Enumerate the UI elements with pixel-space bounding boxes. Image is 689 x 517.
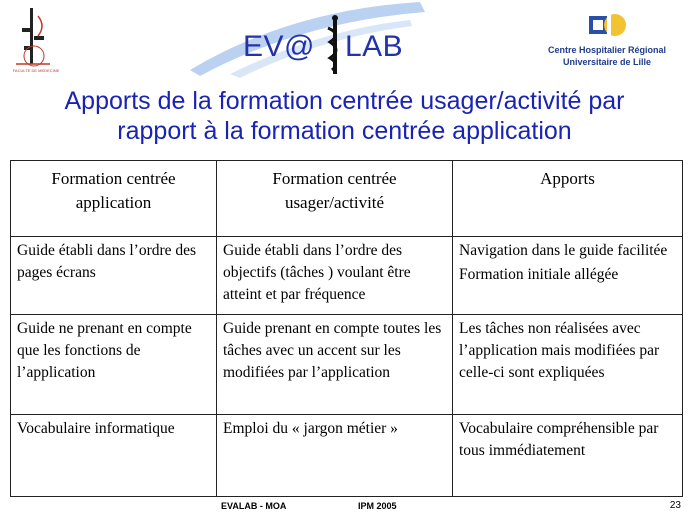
faculty-logo [8, 6, 60, 82]
header-cell-apports: Apports [453, 161, 683, 237]
table-cell: Les tâches non réalisées avec l’application mais modifiées par celle-ci sont expliquées [453, 315, 683, 415]
header-cell-usager: Formation centrée usager/activité [217, 161, 453, 237]
hospital-name [532, 44, 682, 68]
caduceus-icon [322, 14, 348, 76]
table-cell: Vocabulaire informatique [11, 415, 217, 497]
hospital-line-1: Centre Hospitalier Régional [547, 45, 667, 55]
faculty-emblem-icon [8, 6, 60, 68]
table-row [11, 237, 683, 315]
table-cell: Guide établi dans l’ordre des objectifs (tâches ) voulant être atteint et par fréquence [217, 237, 453, 315]
table-row [11, 315, 683, 415]
slide-title [0, 86, 689, 146]
hospital-logo-icon [587, 10, 631, 42]
table-cell: Guide ne prenant en compte que les fonctions de l’application [11, 315, 217, 415]
table-cell: Vocabulaire compréhensible par tous immédiatement [453, 415, 683, 497]
brand-right-text: LAB [344, 30, 404, 63]
title-line-1: Apports de la formation centrée usager/activité par [64, 87, 625, 115]
title-line-2: rapport à la formation centrée application [117, 117, 572, 145]
header-cell-application: Formation centrée application [11, 161, 217, 237]
slide-header [0, 0, 689, 88]
comparison-table [10, 160, 683, 497]
footer-event: IPM 2005 [358, 501, 397, 511]
faculty-logo-text: FACULTE DE MEDECINE [12, 68, 60, 73]
table-cell [453, 237, 683, 315]
table-header-row [11, 161, 683, 237]
slide-footer [0, 499, 689, 517]
table-cell: Guide prenant en compte toutes les tâches avec un accent sur les modifiées par l’application [217, 315, 453, 415]
table-row [11, 415, 683, 497]
cell-paragraph: Navigation dans le guide facilitée [459, 242, 668, 259]
page-number: 23 [669, 500, 681, 511]
brand-left-text: EV@ [243, 30, 315, 63]
cell-paragraph: Formation initiale allégée [459, 266, 619, 283]
table-cell: Emploi du « jargon métier » [217, 415, 453, 497]
footer-organization: EVALAB - MOA [221, 501, 287, 511]
table-cell: Guide établi dans l’ordre des pages écrans [11, 237, 217, 315]
hospital-line-2: Universitaire de Lille [562, 57, 652, 67]
